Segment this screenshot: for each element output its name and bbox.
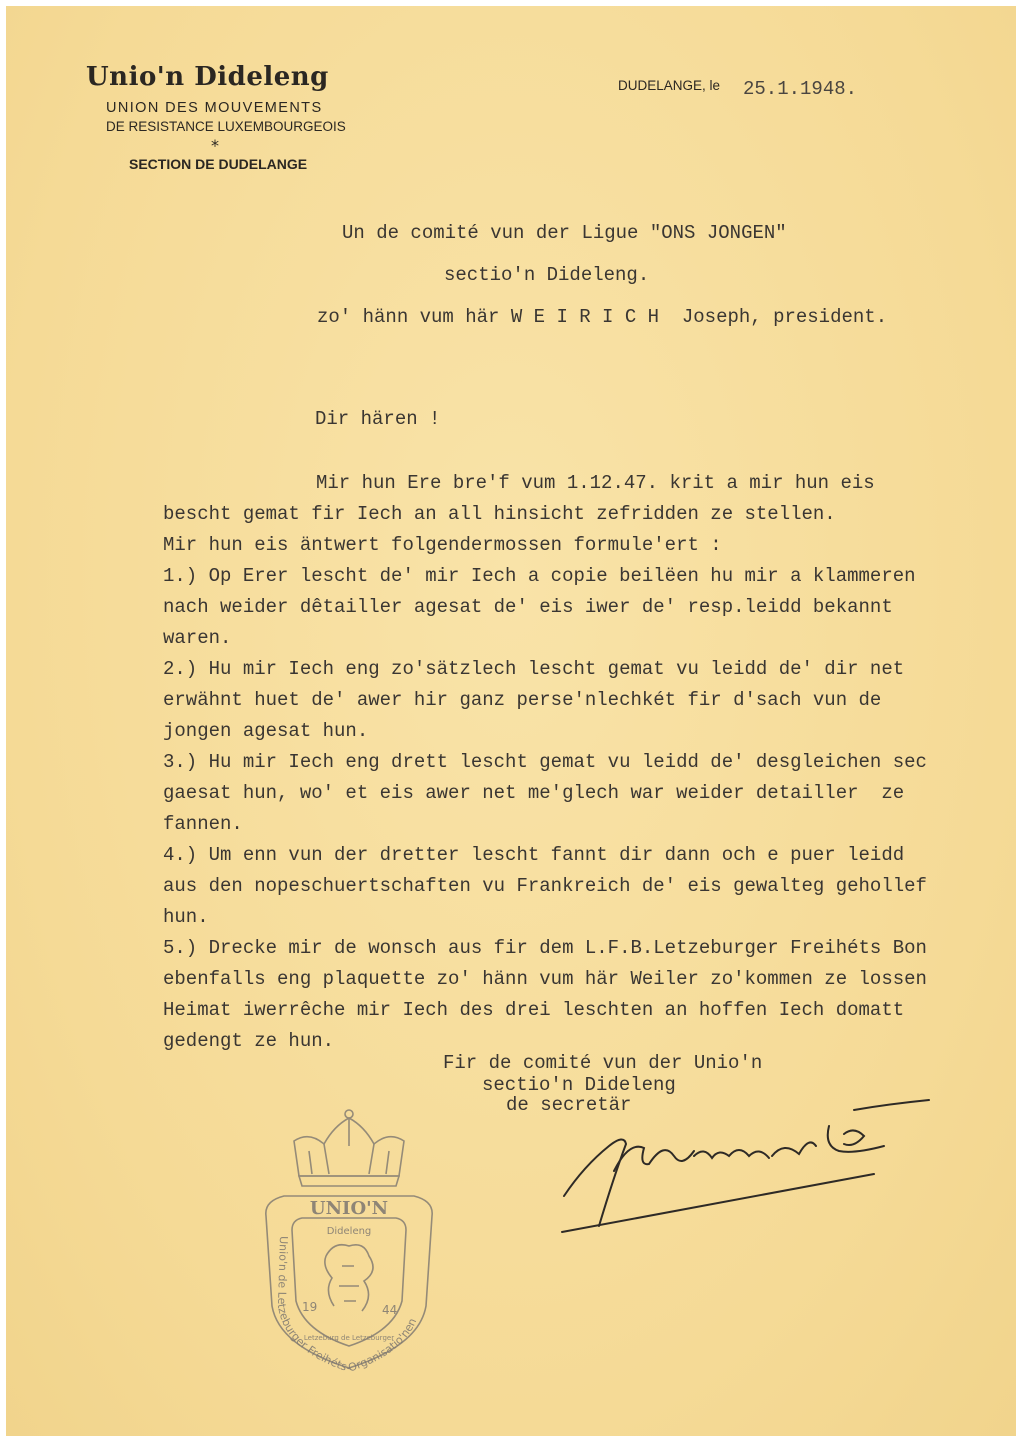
address-line-1: Un de comité vun der Ligue "ONS JONGEN": [342, 222, 787, 244]
letterhead-section: SECTION DE DUDELANGE: [129, 156, 308, 172]
closing-line-3: de secretär: [506, 1094, 632, 1116]
salutation: Dir hären !: [315, 408, 441, 430]
stamp-town-text: Dideleng: [326, 1226, 372, 1237]
body-line: 4.) Um enn vun der dretter lescht fannt dir dann och e puer leidd: [163, 844, 905, 866]
letterhead-org-line-1: UNION DES MOUVEMENTS: [106, 100, 323, 116]
body-line: nach weider dêtailler agesat de' eis iwer de' resp.leidd bekannt: [163, 596, 893, 618]
body-line: jongen agesat hun.: [163, 720, 369, 742]
address-line-3: zo' hänn vum här W E I R I C H Joseph, president.: [317, 306, 888, 328]
address-line-2: sectio'n Dideleng.: [444, 264, 650, 286]
letter-page: [6, 6, 1016, 1436]
body-line: aus den nopeschuertschaften vu Frankreich de' eis gewalteg gehollef: [163, 875, 927, 897]
body-line: ebenfalls eng plaquette zo' hänn vum här Weiler zo'kommen ze lossen: [163, 968, 927, 990]
body-line: hun.: [163, 906, 209, 928]
body-line: gaesat hun, wo' et eis awer net me'glech war weider detailler ze: [163, 782, 905, 804]
official-stamp: [254, 1106, 444, 1376]
body-line: gedengt ze hun.: [163, 1030, 335, 1052]
body-line: 5.) Drecke mir de wonsch aus fir dem L.F.B.Letzeburger Freihéts Bon: [163, 937, 927, 959]
stamp-inner-text: Letzeburg de Letzeburger: [303, 1334, 395, 1342]
body-line: 1.) Op Erer lescht de' mir Iech a copie beilëen hu mir a klammeren: [163, 565, 916, 587]
letter-date: 25.1.1948.: [743, 78, 858, 100]
stamp-top-text: UNIO'N: [309, 1198, 389, 1219]
closing-line-2: sectio'n Dideleng: [482, 1074, 676, 1096]
closing-line-1: Fir de comité vun der Unio'n: [443, 1052, 763, 1074]
svg-text:Unio'n de Letzeburger Freihéts: [275, 1236, 419, 1375]
body-line: waren.: [163, 627, 232, 649]
body-line: fannen.: [163, 813, 243, 835]
body-line: 2.) Hu mir Iech eng zo'sätzlech lescht gemat vu leidd de' dir net: [163, 658, 905, 680]
letterhead-org-line-2: DE RESISTANCE LUXEMBOURGEOIS: [106, 119, 346, 134]
letterhead-star: *: [211, 136, 219, 155]
body-line: Mir hun Ere bre'f vum 1.12.47. krit a mir hun eis: [316, 472, 875, 494]
body-line: Heimat iwerrêche mir Iech des drei leschten an hoffen Iech domatt: [163, 999, 905, 1021]
stamp-year-left: 19: [302, 1300, 318, 1314]
body-line: bescht gemat fir Iech an all hinsicht zefridden ze stellen.: [163, 503, 836, 525]
stamp-year-right: 44: [382, 1303, 398, 1317]
letterhead-brand: Unio'n Dideleng: [86, 62, 329, 92]
body-line: Mir hun eis äntwert folgendermossen formule'ert :: [163, 534, 722, 556]
body-line: erwähnt huet de' awer hir ganz perse'nlechkét fir d'sach vun de: [163, 689, 882, 711]
stamp-ring-text: Unio'n de Letzeburger Freihéts-Organisatio'nen: [274, 1235, 420, 1376]
body-line: 3.) Hu mir Iech eng drett lescht gemat vu leidd de' desgleichen sec: [163, 751, 927, 773]
secretary-signature: [554, 1086, 934, 1236]
place-label: DUDELANGE, le: [618, 78, 721, 93]
